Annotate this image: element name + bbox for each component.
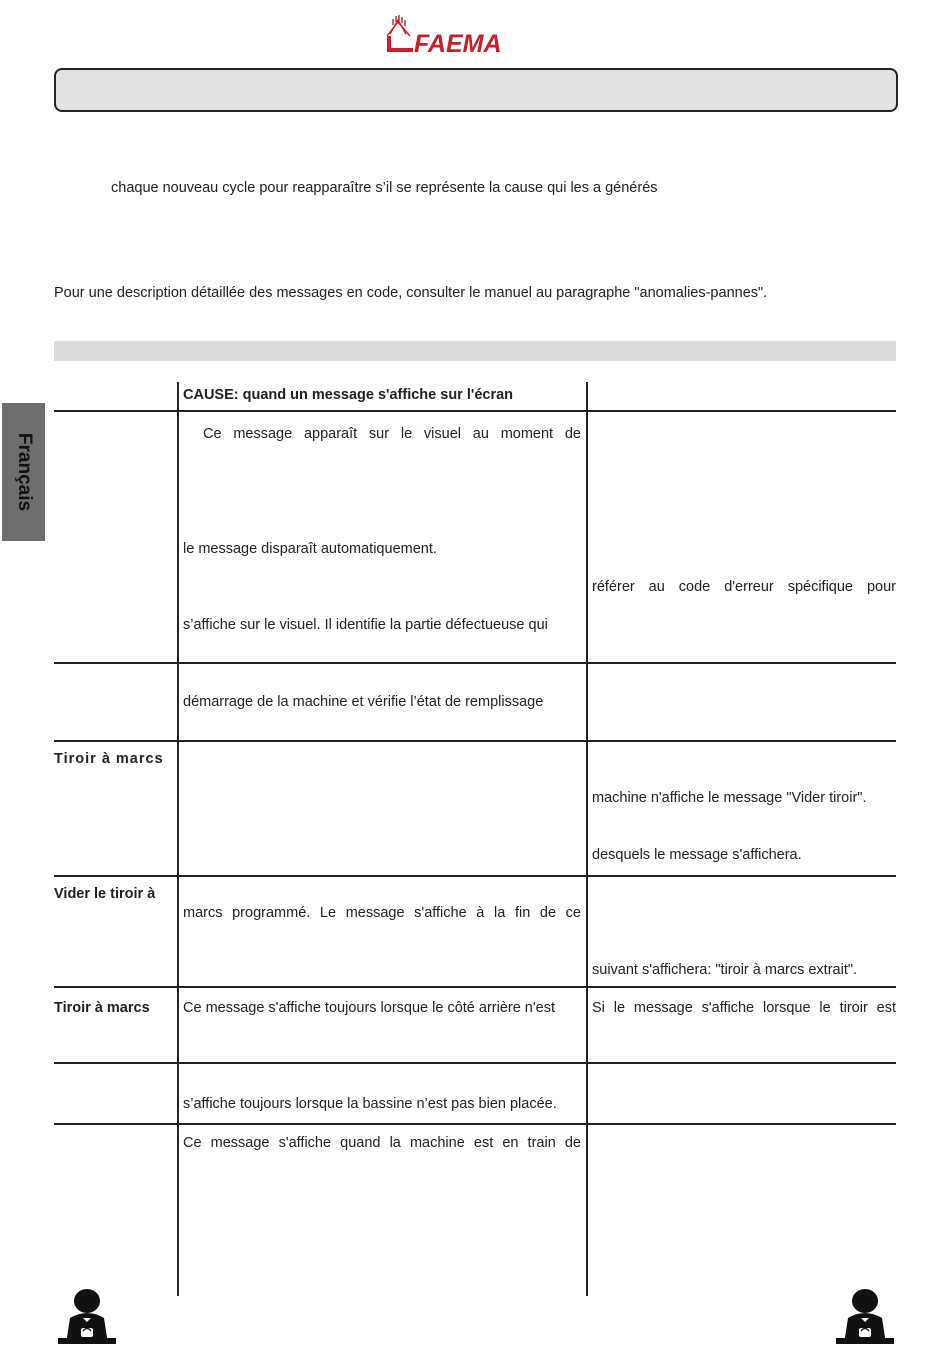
table-divider — [54, 1123, 896, 1125]
row1-solution-line1: référer au code d'erreur spécifique pour — [592, 579, 896, 595]
row3-solution-line1: machine n'affiche le message "Vider tiroir". — [592, 790, 867, 806]
table-divider — [54, 1062, 896, 1064]
row6-cause-line1: s’affiche toujours lorsque la bassine n’est pas bien placée. — [183, 1096, 557, 1112]
row2-cause-line1: démarrage de la machine et vérifie l’état de remplissage — [183, 694, 544, 710]
table-divider — [54, 740, 896, 742]
faema-logo — [384, 14, 566, 56]
section-header-box — [54, 68, 898, 112]
table-section-bar — [54, 341, 896, 361]
barista-mascot-icon — [834, 1288, 896, 1344]
row7-cause-line1: Ce message s'affiche quand la machine est en train de — [183, 1135, 581, 1151]
row1-cause-line2: le message disparaît automatiquement. — [183, 541, 437, 557]
row4-message: Vider le tiroir à — [54, 886, 156, 902]
language-side-tab[interactable] — [2, 403, 45, 541]
table-divider — [54, 410, 896, 412]
row5-message: Tiroir à marcs — [54, 1000, 150, 1016]
brand-wordmark: FAEMA — [414, 30, 502, 56]
column-divider — [177, 382, 179, 1296]
table-divider — [54, 986, 896, 988]
row5-solution-line1: Si le message s'affiche lorsque le tiroir est — [592, 1000, 896, 1016]
intro-line-2: Pour une description détaillée des messages en code, consulter le manuel au paragraphe "anomalies-pannes". — [54, 285, 768, 301]
column-divider — [586, 382, 588, 1296]
row4-cause-line1: marcs programmé. Le message s'affiche à la fin de ce — [183, 905, 581, 921]
table-divider — [54, 875, 896, 877]
column-header-cause: CAUSE: quand un message s'affiche sur l'écran — [183, 387, 514, 403]
row3-solution-line2: desquels le message s'affichera. — [592, 847, 802, 863]
row1-cause-line1: Ce message apparaît sur le visuel au moment de — [203, 426, 581, 442]
table-divider — [54, 662, 896, 664]
row3-message: Tiroir à marcs — [54, 751, 164, 767]
row1-cause-line3: s’affiche sur le visuel. Il identifie la partie défectueuse qui — [183, 617, 548, 633]
row4-solution-line1: suivant s'affichera: "tiroir à marcs extrait". — [592, 962, 858, 978]
row5-cause-line1: Ce message s'affiche toujours lorsque le côté arrière n'est — [183, 1000, 555, 1016]
barista-mascot-icon — [56, 1288, 118, 1344]
language-side-tab-label: Français — [13, 432, 35, 512]
intro-line-1: chaque nouveau cycle pour reapparaître s’il se représente la cause qui les a générés — [111, 180, 658, 196]
